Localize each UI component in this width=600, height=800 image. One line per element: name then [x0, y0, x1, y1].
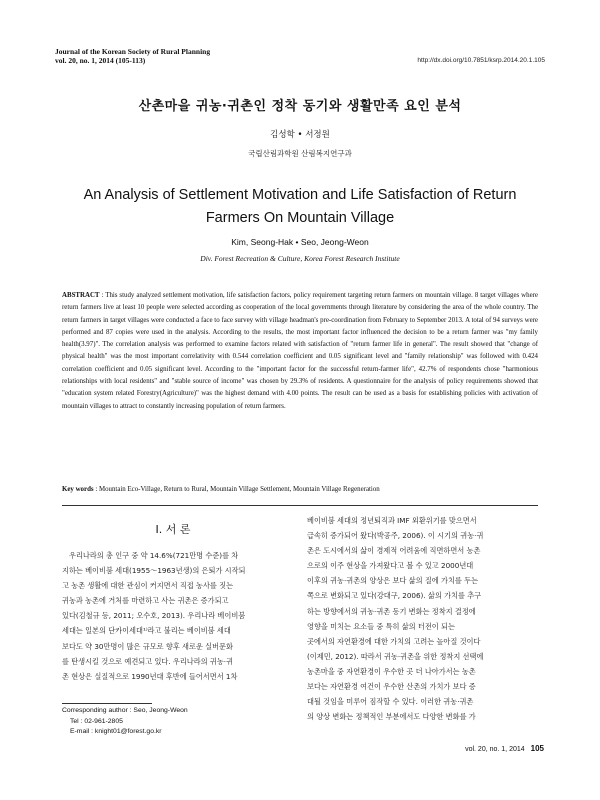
body-line: 우리나라의 총 인구 중 약 14.6%(721만명 수준)를 차 [69, 551, 239, 560]
page-number: 105 [530, 744, 544, 753]
keywords-text: : Mountain Eco-Village, Return to Rural, Mountain Village Settlement, Mountain Village Regeneration [93, 486, 380, 493]
journal-issue: vol. 20, no. 1, 2014 (105-113) [55, 56, 146, 65]
body-line: 지하는 베이비붐 세대(1955～1963년생)의 은퇴가 시작되 [62, 566, 246, 576]
journal-name: Journal of the Korean Society of Rural Planning [55, 47, 211, 56]
footnote-author: Corresponding author : Seo, Jeong-Weon [62, 707, 188, 714]
abstract [62, 290, 538, 413]
body-line: 하는 방향에서의 귀농·귀촌 동기 변화는 정착지 결정에 [307, 606, 476, 616]
body-line: 농촌마을 중 자연환경이 우수한 곳 더 나아가서는 농촌 [307, 666, 476, 676]
journal-header [55, 47, 210, 65]
body-line: 보다는 자연환경 여건이 우수한 산촌의 가치가 보다 증 [307, 682, 476, 692]
body-line: 이후의 귀농·귀촌의 양상은 보다 삶의 질에 가치를 두는 [307, 576, 479, 586]
section-divider [62, 505, 538, 506]
english-title-line: Farmers On Mountain Village [205, 210, 395, 226]
english-affiliation: Div. Forest Recreation & Culture, Korea Forest Research Institute [200, 254, 400, 263]
footer-issue: vol. 20, no. 1, 2014 [465, 746, 525, 753]
doi-link[interactable]: http://dx.doi.org/10.7851/ksrp.2014.20.1.105 [417, 57, 545, 64]
english-title [0, 184, 600, 230]
korean-affiliation: 국립산림과학원 산림복지연구과 [248, 149, 352, 158]
body-right-column [307, 513, 539, 724]
body-line: (이제민, 2012). 따라서 귀농·귀촌을 위한 정착지 선택에 [307, 651, 484, 661]
corresponding-author-footnote [62, 706, 188, 738]
keywords [62, 486, 538, 493]
abstract-label: ABSTRACT [62, 292, 100, 299]
body-line: 를 탄생시킬 것으로 예견되고 있다. 우리나라의 귀농·귀 [62, 656, 234, 666]
footnote-email[interactable]: E-mail : knight01@forest.go.kr [70, 728, 162, 735]
body-line: 대될 것임을 미루어 짐작할 수 있다. 이러한 귀농·귀촌 [307, 697, 474, 707]
body-line: 고 농촌 생활에 대한 관심이 커지면서 직접 농사를 짓는 [62, 581, 234, 591]
page-footer [465, 744, 544, 753]
section-heading: Ⅰ. 서 론 [155, 523, 191, 536]
english-title-line: An Analysis of Settlement Motivation and Life Satisfaction of Return [83, 187, 517, 203]
body-line: 으로의 이주 현상을 가져왔다고 볼 수 있고 2000년대 [307, 561, 474, 571]
footnote-tel: Tel : 02-961-2805 [70, 717, 123, 725]
body-line: 세대는 일본의 단카이세대¹⁾라고 불리는 베이비붐 세대 [62, 626, 231, 636]
korean-title: 산촌마을 귀농·귀촌인 정착 동기와 생활만족 요인 분석 [138, 99, 462, 114]
body-line: 베이비붐 세대의 정년퇴직과 IMF 외환위기를 맞으면서 [307, 516, 477, 525]
footnote-divider [62, 703, 152, 704]
body-line: 의 양상 변화는 정책적인 부분에서도 다양한 변화를 가 [307, 712, 476, 722]
body-line: 영향을 미치는 요소들 중 특히 삶의 터전이 되는 [307, 621, 455, 631]
body-line: 곳에서의 자연환경에 대한 가치의 고려는 높아질 것이다 [307, 636, 481, 646]
body-line: 급속히 증가되어 왔다(박공주, 2006). 이 시기의 귀농·귀 [307, 531, 484, 541]
abstract-text: : This study analyzed settlement motivation, life satisfaction factors, policy requirement targeting return farmers on mountain village. 8 target villages where return farmers live at least 10 people were selected according as cooperation of the local governments through literature by considering the area of the whole country. The return farmers in target villages were conducted a face to face survey with village headman's pre-coordination from February to September 2013. A total of 94 surveys were performed and 87 copies were used in the analysis. According to the results, the most important factor influenced the decision to be a return farmer was "my family health(3.97)". The correlation analysis was performed to examine factors related with satisfaction of "return farmer life in general". The result showed that "change of physical health" was the most important correlativity with 0.544 correlation coefficient and 0.05 significant level and "family relationship" was followed with 0.424 correlation coefficient and 0.05 significant level. According to the "important factor for the successful return-farmer life", 42.7% of respondents chose "harmonious relationships with local residents" and "stable source of income" was chosen by 29.3% of residents. A questionnaire for the analysis of policy requirements showed that "education system related Forestry(Agriculture)" was the highest demand with 4.00 points. The result can be used as a basis for establishing policies with activation of mountain villages to attract to constantly increasing population of return farmers. [62, 292, 538, 410]
body-line: 귀농과 농촌에 거처를 마련하고 사는 귀촌은 증가되고 [62, 596, 229, 606]
body-line: 보다도 약 30만명이 많은 규모로 향후 새로운 실버문화 [62, 641, 233, 651]
keywords-label: Key words [62, 486, 94, 493]
body-line: 촌 현상은 실질적으로 1990년대 후반에 들어서면서 1차 [62, 671, 238, 681]
english-authors: Kim, Seong-Hak • Seo, Jeong-Weon [231, 237, 369, 247]
body-line: 쪽으로 변화되고 있다(강대구, 2006). 삶의 가치를 추구 [307, 591, 482, 601]
korean-authors: 김성학 • 서정원 [270, 130, 330, 140]
body-line: 있다(김철규 등, 2011; 오수호, 2013). 우리나라 베이비붐 [62, 611, 246, 621]
body-left-column [62, 548, 284, 684]
body-line: 촌은 도시에서의 삶이 경제적 어려움에 직면하면서 농촌 [307, 546, 481, 556]
